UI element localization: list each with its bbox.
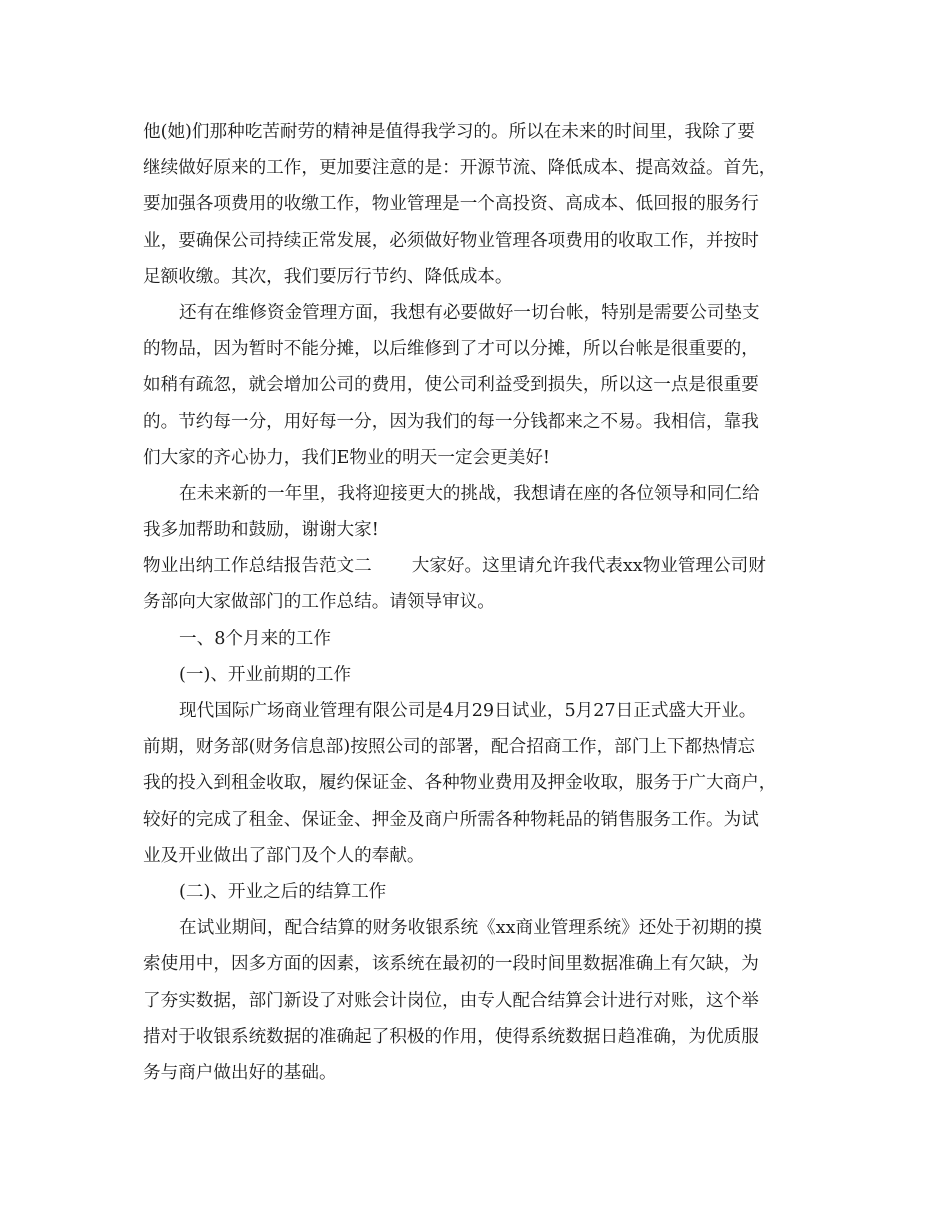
text-line: 我的投入到租金收取，履约保证金、各种物业费用及押金收取，服务于广大商户，	[143, 773, 777, 794]
section-title-paragraph	[143, 548, 808, 620]
text-line: 现代国际广场商业管理有限公司是4月29日试业，5月27日正式盛大开业。	[179, 701, 757, 721]
text-line: 如稍有疏忽，就会增加公司的费用，使公司利益受到损失，所以这一点是很重要	[143, 375, 759, 396]
text-line: 较好的完成了租金、保证金、押金及商户所需各种物耗品的销售服务工作。为试	[143, 809, 759, 830]
text-line: 继续做好原来的工作，更加要注意的是：开源节流、降低成本、提高效益。首先，	[143, 158, 777, 179]
text-line: 的。节约每一分，用好每一分，因为我们的每一分钱都来之不易。我相信，靠我	[143, 411, 759, 432]
text-line: 我多加帮助和鼓励，谢谢大家!	[143, 520, 379, 541]
text-line: 前期，财务部(财务信息部)按照公司的部署，配合招商工作，部门上下都热情忘	[143, 737, 755, 758]
text-line: 他(她)们那种吃苦耐劳的精神是值得我学习的。所以在未来的时间里，我除了要	[143, 122, 755, 142]
text-line: 业及开业做出了部门及个人的奉献。	[143, 845, 425, 866]
text-line: 业，要确保公司持续正常发展，必须做好物业管理各项费用的收取工作，并按时	[143, 230, 759, 251]
paragraph	[143, 693, 808, 874]
heading-line: 一、8个月来的工作	[179, 628, 331, 649]
text-line: 措对于收银系统数据的准确起了积极的作用，使得系统数据日趋准确，为优质服	[143, 1026, 759, 1047]
text-line	[143, 548, 808, 584]
subheading-line: (二)、开业之后的结算工作	[179, 881, 387, 902]
text-line: 要加强各项费用的收缴工作，物业管理是一个高投资、高成本、低回报的服务行	[143, 194, 759, 215]
text-line: 的物品，因为暂时不能分摊，以后维修到了才可以分摊，所以台帐是很重要的，	[143, 339, 759, 360]
paragraph	[143, 114, 808, 295]
text-line: 了夯实数据，部门新设了对账会计岗位，由专人配合结算会计进行对账，这个举	[143, 990, 759, 1011]
paragraph	[143, 476, 808, 548]
subheading	[143, 657, 808, 693]
paragraph	[143, 910, 808, 1091]
text-line: 在未来新的一年里，我将迎接更大的挑战，我想请在座的各位领导和同仁给	[179, 483, 760, 504]
text-line: 足额收缴。其次，我们要厉行节约、降低成本。	[143, 266, 513, 287]
section-intro: 大家好。这里请允许我代表xx物业管理公司财	[411, 556, 766, 577]
document-body	[143, 114, 808, 1091]
section-title: 物业出纳工作总结报告范文二	[143, 556, 372, 577]
text-line: 务与商户做出好的基础。	[143, 1062, 337, 1083]
paragraph	[143, 295, 808, 476]
text-line: 在试业期间，配合结算的财务收银系统《xx商业管理系统》还处于初期的摸	[179, 918, 762, 939]
heading	[143, 621, 808, 657]
subheading-line: (一)、开业前期的工作	[179, 664, 352, 685]
text-line: 还有在维修资金管理方面，我想有必要做好一切台帐，特别是需要公司垫支	[179, 302, 760, 323]
text-line: 索使用中，因多方面的因素，该系统在最初的一段时间里数据准确上有欠缺，为	[143, 954, 759, 975]
subheading	[143, 874, 808, 910]
text-line: 们大家的齐心协力，我们E物业的明天一定会更美好!	[143, 447, 550, 468]
text-line: 务部向大家做部门的工作总结。请领导审议。	[143, 592, 495, 613]
